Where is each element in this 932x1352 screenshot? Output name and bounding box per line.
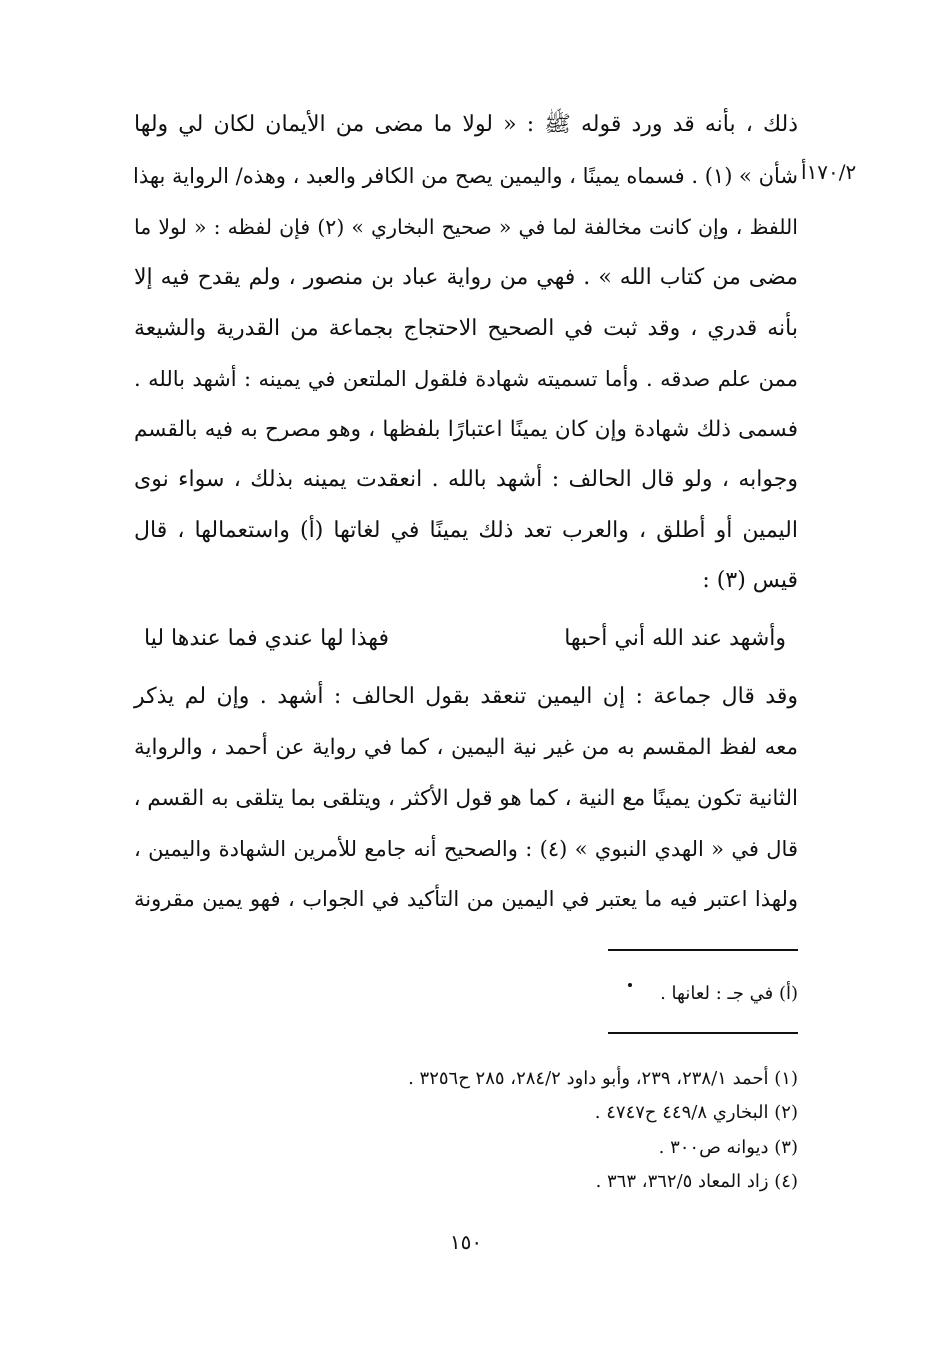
body-line: وجوابه ، ولو قال الحالف : أشهد بالله . انعقدت يمينه بذلك ، سواء نوى bbox=[134, 467, 798, 492]
stray-dot bbox=[628, 983, 632, 987]
footnote-separator-rule bbox=[608, 1032, 798, 1034]
footnote: (٤) زاد المعاد ٣٦٢/٥، ٣٦٣ . bbox=[595, 1171, 798, 1192]
body-line: اليمين أو أطلق ، والعرب تعد ذلك يمينًا في لغاتها (أ) واستعمالها ، قال bbox=[134, 518, 798, 543]
body-line: قيس (٣) : bbox=[702, 568, 798, 593]
body-line: ممن علم صدقه . وأما تسميته شهادة فلقول الملتعن في يمينه : أشهد بالله . bbox=[134, 367, 798, 391]
body-line: بأنه قدري ، وقد ثبت في الصحيح الاحتجاج بجماعة من القدرية والشيعة bbox=[134, 316, 798, 341]
body-line: ولهذا اعتبر فيه ما يعتبر في اليمين من التأكيد في الجواب ، فهو يمين مقرونة bbox=[134, 887, 798, 911]
variant-separator-rule bbox=[608, 949, 798, 951]
variant-note: (أ) في جـ : لعانها . bbox=[660, 983, 798, 1004]
footnote: (٢) البخاري ٤٤٩/٨ ح٤٧٤٧ . bbox=[594, 1102, 798, 1123]
footnote: (٣) ديوانه ص٣٠٠ . bbox=[658, 1137, 798, 1158]
poem-second-hemistich: فهذا لها عندي فما عندها ليا bbox=[144, 626, 389, 651]
body-line: معه لفظ المقسم به من غير نية اليمين ، كما في رواية عن أحمد ، والرواية bbox=[134, 735, 798, 760]
body-line: شأن » (١) . فسماه يمينًا ، واليمين يصح من الكافر والعبد ، وهذه/ الرواية بهذا bbox=[132, 164, 798, 188]
manuscript-folio-marker: ١٧٠/٢أ bbox=[801, 160, 857, 184]
body-line: قال في « الهدي النبوي » (٤) : والصحيح أنه جامع للأمرين الشهادة واليمين ، bbox=[134, 837, 798, 861]
body-line: مضى من كتاب الله » . فهي من رواية عباد بن منصور ، ولم يقدح فيه إلا bbox=[134, 265, 798, 290]
body-line: وقد قال جماعة : إن اليمين تنعقد بقول الحالف : أشهد . وإن لم يذكر bbox=[134, 684, 798, 709]
footnote: (١) أحمد ٢٣٨/١، ٢٣٩، وأبو داود ٢٨٤/٢، ٢٨٥ ح٣٢٥٦ . bbox=[408, 1068, 798, 1089]
body-line: الثانية تكون يمينًا مع النية ، كما هو قول الأكثر ، ويتلقى بما يتلقى به القسم ، bbox=[133, 786, 798, 811]
body-line: اللفظ ، وإن كانت مخالفة لما في « صحيح البخاري » (٢) فإن لفظه : « لولا ما bbox=[134, 215, 798, 239]
poem-verse bbox=[134, 622, 798, 656]
body-line: فسمى ذلك شهادة وإن كان يمينًا اعتبارًا بلفظها ، وهو مصرح به فيه بالقسم bbox=[134, 417, 798, 442]
page-number: ١٥٠ bbox=[449, 1230, 483, 1254]
body-line: ذلك ، بأنه قد ورد قوله ﷺ : « لولا ما مضى من الأيمان لكان لي ولها bbox=[134, 112, 798, 137]
poem-first-hemistich: وأشهد عند الله أني أحبها bbox=[564, 626, 786, 651]
